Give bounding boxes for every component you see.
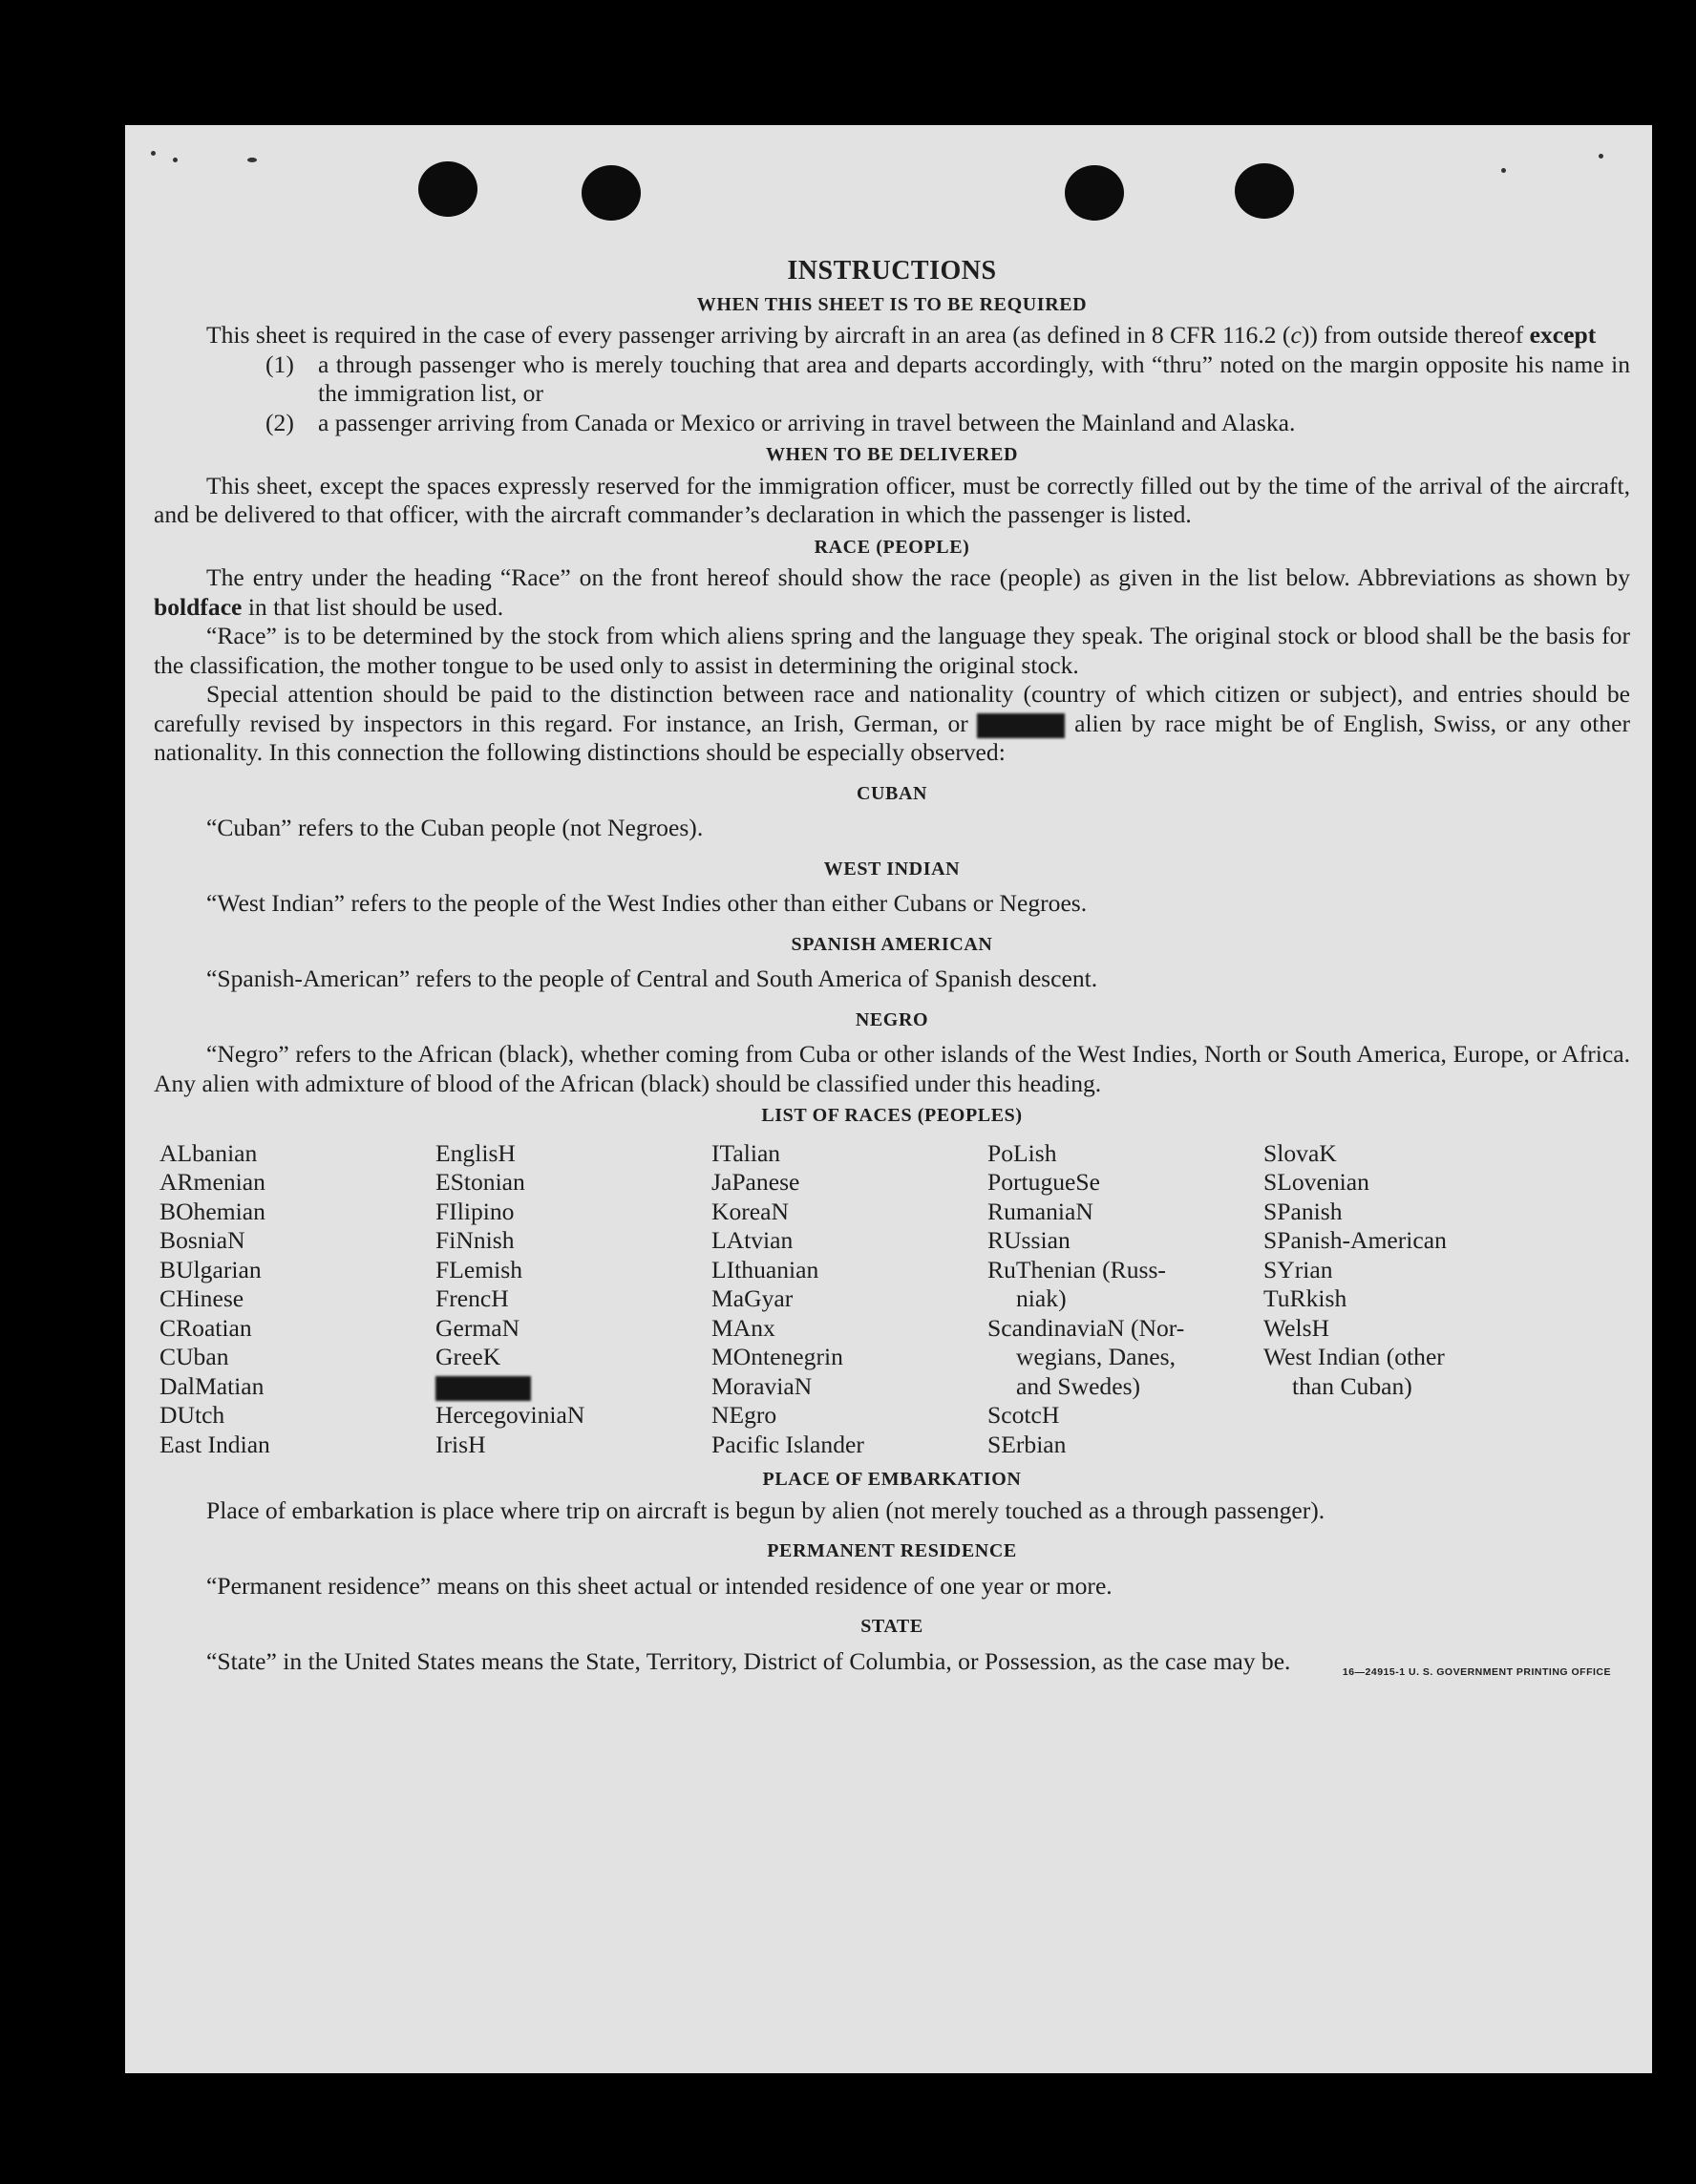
paragraph-negro: “Negro” refers to the African (black), whether coming from Cuba or other islands of the West Indies, North or South America, Europe, or Africa. Any alien with admixture of blood of the African (black) should be classified under this heading. — [154, 1040, 1630, 1097]
paragraph-west-indian: “West Indian” refers to the people of the West Indies other than either Cubans or Negroes. — [206, 889, 1088, 917]
heading-state: STATE — [860, 1616, 923, 1637]
heading-when-required: WHEN THIS SHEET IS TO BE REQUIRED — [696, 293, 1088, 315]
paragraph-when-required — [154, 321, 1630, 350]
text-span: Special attention should be paid to the distinction between race and nationality (country of which citizen or subject), and entries should be carefully revised by inspectors in this regard. For instance, an Irish, German, or — [154, 680, 1630, 737]
race-item: GreeK — [435, 1343, 501, 1370]
race-item: MAnx — [711, 1313, 775, 1342]
race-item: CRoatian — [159, 1313, 252, 1342]
race-item: SYrian — [1263, 1255, 1333, 1283]
item-number: (1) — [265, 350, 294, 378]
paragraph-race-2: “Race” is to be determined by the stock from which aliens spring and the language they speak. The original stock or blood shall be the basis for the classification, the mother tongue to be used only to assist in determining the original stock. — [154, 622, 1630, 679]
race-item: LIthuanian — [711, 1255, 819, 1283]
race-item: RuThenian (Russ- — [987, 1255, 1166, 1283]
race-item: RumaniaN — [987, 1197, 1093, 1225]
redaction-mark — [435, 1376, 531, 1401]
race-item: RUssian — [987, 1226, 1071, 1254]
race-item: EnglisH — [435, 1138, 516, 1167]
item-number: (2) — [265, 408, 294, 436]
ink-speck — [1501, 168, 1506, 173]
race-item: HercegoviniaN — [435, 1401, 585, 1429]
exception-item-2 — [265, 409, 1630, 438]
paragraph-embarkation: Place of embarkation is place where trip on aircraft is begun by alien (not merely touched as a through passenger). — [206, 1495, 1325, 1524]
heading-embarkation: PLACE OF EMBARKATION — [762, 1469, 1022, 1490]
ink-speck — [173, 158, 178, 162]
heading-list-of-races: LIST OF RACES (PEOPLES) — [761, 1105, 1023, 1126]
race-item: FIlipino — [435, 1197, 515, 1225]
item-text: a through passenger who is merely touching that area and departs accordingly, with “thru” noted on the margin opposite his name in the immigration list, or — [318, 350, 1630, 407]
race-item: WelsH — [1263, 1313, 1330, 1342]
race-item: ARmenian — [159, 1168, 265, 1196]
race-item: CHinese — [159, 1284, 244, 1312]
race-list — [159, 1139, 1630, 1460]
race-item: DalMatian — [159, 1371, 265, 1400]
punch-hole — [1065, 165, 1124, 221]
race-item: TuRkish — [1263, 1284, 1347, 1312]
race-item: SPanish — [1263, 1197, 1343, 1225]
race-item: West Indian (other — [1263, 1343, 1445, 1370]
paragraph-cuban: “Cuban” refers to the Cuban people (not Negroes). — [206, 814, 704, 841]
text-span: )) from outside thereof — [1301, 321, 1530, 349]
race-item: DUtch — [159, 1401, 225, 1429]
exception-item-1 — [265, 350, 1630, 409]
item-text: a passenger arriving from Canada or Mexico or arriving in travel between the Mainland and Alaska. — [318, 408, 1296, 436]
race-item: niak) — [1016, 1284, 1067, 1312]
heading-spanish-american: SPANISH AMERICAN — [791, 933, 993, 955]
race-item: LAtvian — [711, 1226, 794, 1254]
heading-when-delivered: WHEN TO BE DELIVERED — [765, 444, 1019, 465]
race-item: ScotcH — [987, 1401, 1060, 1429]
race-item: PoLish — [987, 1138, 1057, 1167]
race-item: BOhemian — [159, 1197, 265, 1225]
race-item: SErbian — [987, 1430, 1067, 1458]
race-item: NEgro — [711, 1401, 777, 1429]
redaction-mark — [977, 713, 1065, 738]
paragraph-when-delivered: This sheet, except the spaces expressly reserved for the immigration officer, must be correctly filled out by the time of the arrival of the aircraft, and be delivered to that officer, with the aircraft commander’s declaration in which the passenger is listed. — [154, 471, 1630, 528]
paragraph-spanish-american: “Spanish-American” refers to the people of Central and South America of Spanish descent. — [206, 965, 1098, 992]
race-item: MoraviaN — [711, 1371, 813, 1400]
heading-permanent-residence: PERMANENT RESIDENCE — [767, 1540, 1017, 1561]
race-item: KoreaN — [711, 1197, 790, 1225]
race-item: BUlgarian — [159, 1255, 262, 1283]
race-item: CUban — [159, 1343, 229, 1370]
race-item: SLovenian — [1263, 1168, 1369, 1196]
heading-cuban: CUBAN — [856, 782, 928, 804]
bold-span: except — [1529, 321, 1597, 349]
heading-west-indian: WEST INDIAN — [823, 858, 961, 880]
printer-mark: 16—24915-1 U. S. GOVERNMENT PRINTING OFFICE — [1342, 1666, 1611, 1678]
paragraph-race-3 — [154, 680, 1630, 768]
race-column-2 — [435, 1139, 711, 1460]
race-item: ScandinaviaN (Nor- — [987, 1313, 1185, 1342]
heading-race: RACE (PEOPLE) — [814, 536, 970, 558]
race-column-1 — [159, 1139, 435, 1460]
race-item-redacted — [435, 1372, 711, 1402]
race-item: SlovaK — [1263, 1138, 1337, 1167]
ink-speck — [247, 158, 257, 162]
text-span: This sheet is required in the case of every passenger arriving by aircraft in an area (as defined in 8 CFR 116.2 ( — [206, 321, 1291, 349]
text-span: The entry under the heading “Race” on the front hereof should show the race (people) as given in the list below. Abbreviations as shown by — [206, 563, 1630, 591]
race-item: SPanish-American — [1263, 1226, 1447, 1254]
punch-hole — [418, 161, 477, 217]
paragraph-race-1 — [154, 563, 1630, 622]
ink-speck — [1599, 154, 1603, 159]
punch-hole — [582, 165, 641, 221]
race-item: FLemish — [435, 1255, 523, 1283]
bold-span: boldface — [154, 592, 243, 621]
race-item: IrisH — [435, 1430, 486, 1458]
race-item: EStonian — [435, 1168, 525, 1196]
race-column-4 — [987, 1139, 1263, 1460]
race-item: ITalian — [711, 1138, 781, 1167]
race-item: FrencH — [435, 1284, 509, 1312]
paragraph-permanent-residence: “Permanent residence” means on this sheet actual or intended residence of one year or more. — [206, 1571, 1113, 1600]
race-item: Pacific Islander — [711, 1430, 864, 1458]
instructions-body — [154, 257, 1630, 1687]
race-item: BosniaN — [159, 1226, 245, 1254]
race-item: ALbanian — [159, 1138, 258, 1167]
race-item: and Swedes) — [1016, 1371, 1141, 1400]
race-item: FiNnish — [435, 1226, 515, 1254]
document-sheet — [125, 125, 1652, 2073]
race-item: PortugueSe — [987, 1168, 1101, 1196]
race-column-5 — [1263, 1139, 1539, 1460]
italic-span: c — [1290, 321, 1302, 349]
race-item: GermaN — [435, 1313, 520, 1342]
race-column-3 — [711, 1139, 987, 1460]
heading-negro: NEGRO — [855, 1008, 929, 1030]
race-item: MOntenegrin — [711, 1343, 843, 1370]
page-title: INSTRUCTIONS — [787, 256, 997, 286]
race-item: JaPanese — [711, 1168, 800, 1196]
punch-hole — [1235, 163, 1294, 219]
race-item: wegians, Danes, — [1016, 1343, 1177, 1370]
race-item: East Indian — [159, 1430, 270, 1458]
race-item: MaGyar — [711, 1284, 794, 1312]
race-item: than Cuban) — [1292, 1371, 1412, 1400]
ink-speck — [151, 151, 156, 156]
text-span: alien by race might be of English, Swiss, or any other nationality. In this connection the following distinctions should be especially observed: — [154, 709, 1630, 766]
paragraph-state: “State” in the United States means the State, Territory, District of Columbia, or Possession, as the case may be. — [206, 1646, 1291, 1675]
text-span: in that list should be used. — [242, 592, 504, 621]
